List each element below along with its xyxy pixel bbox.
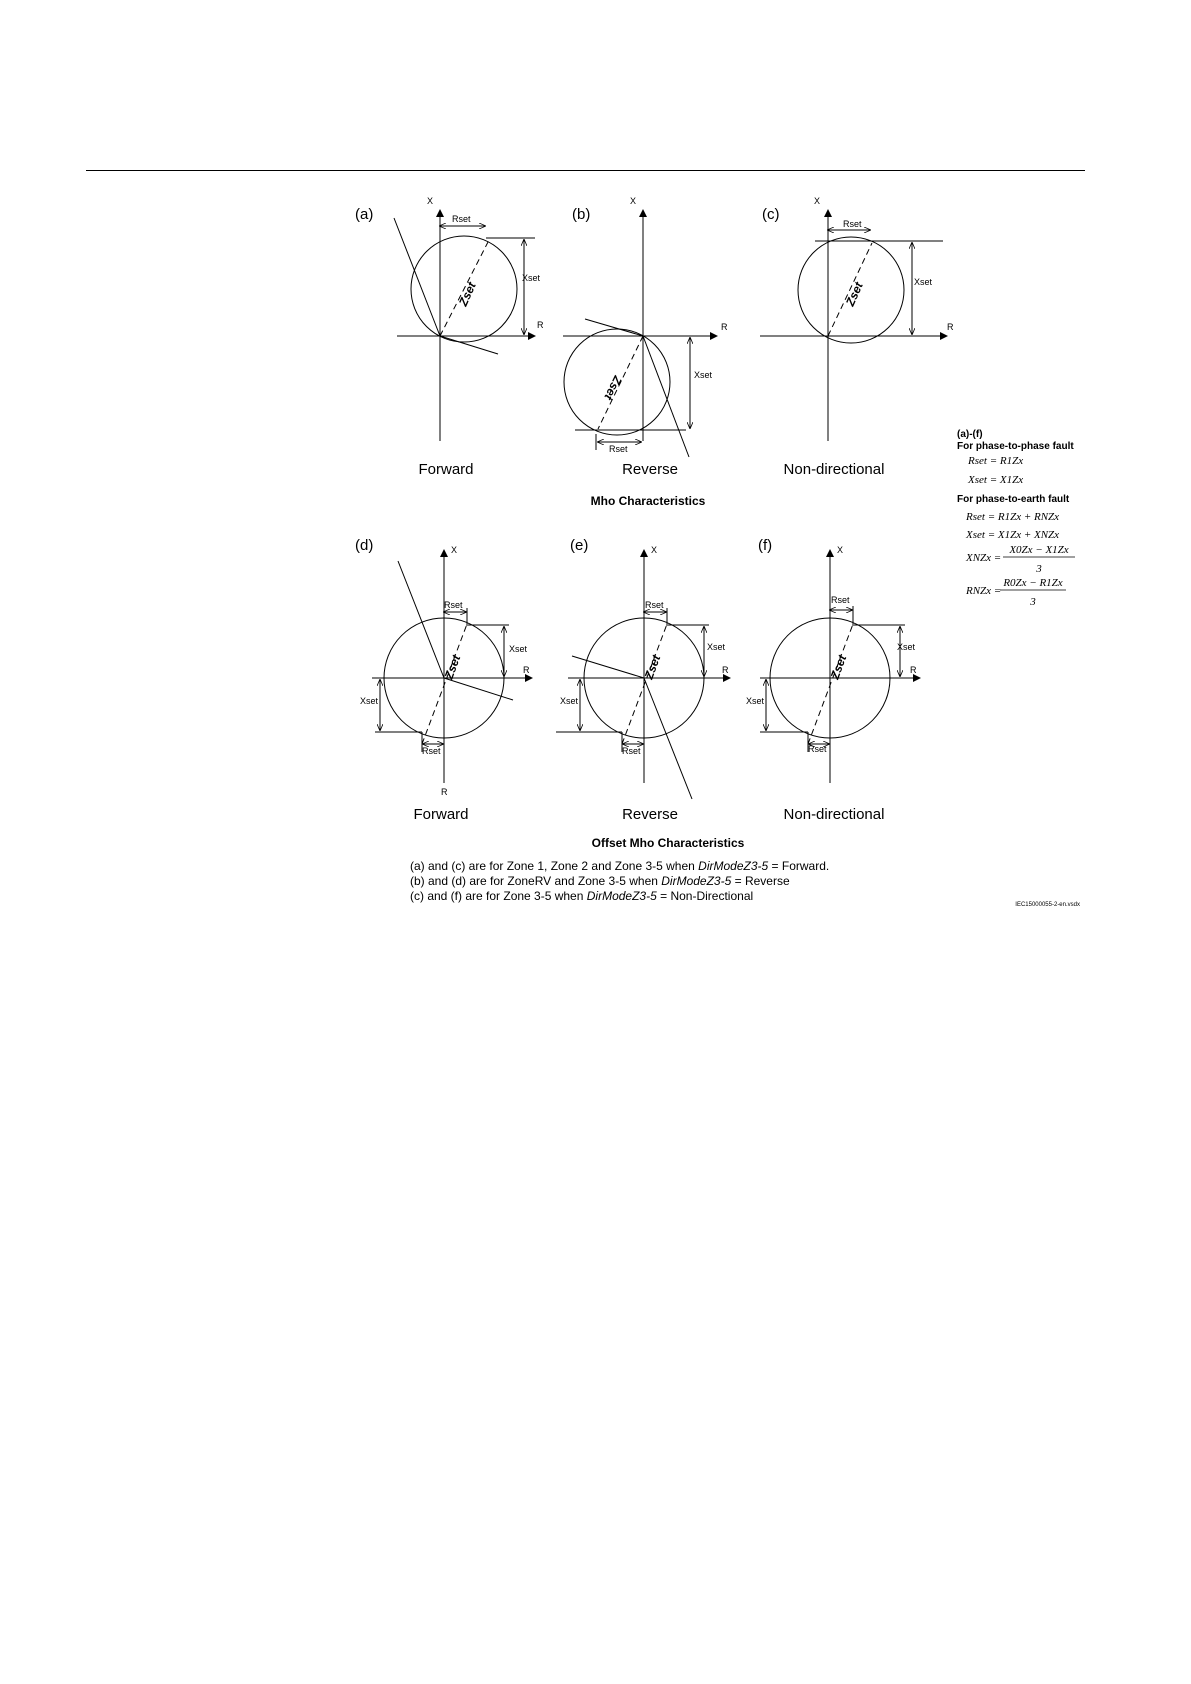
rset-label-c: Rset	[843, 219, 862, 229]
xset-label-bottom-d: Xset	[360, 696, 379, 706]
mode-label-c: Non-directional	[783, 461, 885, 478]
formula-rnz-den: 3	[1030, 596, 1036, 608]
xset-label-bottom-e: Xset	[560, 696, 579, 706]
directional-line-b2	[643, 336, 689, 457]
formula-rnz-lhs: RNZx =	[966, 585, 1002, 597]
directional-line-b	[585, 319, 643, 336]
r-axis-label-d: R	[523, 665, 530, 675]
mode-label-a: Forward	[418, 461, 474, 478]
panel-label-e: (e)	[570, 537, 589, 554]
r-axis-bottom-label-d: R	[441, 787, 448, 797]
directional-line-e2	[644, 678, 692, 799]
directional-line-e	[572, 656, 644, 678]
panel-label-b: (b)	[572, 206, 591, 223]
note-2-text: (b) and (d) are for ZoneRV and Zone 3-5 when	[410, 874, 662, 888]
x-axis-label-b: X	[630, 196, 637, 206]
xset-label-a: Xset	[522, 273, 541, 283]
formula-rnz-num: R0Zx − R1Zx	[1003, 577, 1063, 589]
rset-label-bottom-d: Rset	[422, 746, 441, 756]
xset-label-top-d: Xset	[509, 644, 528, 654]
zset-label-c: Zset	[842, 279, 866, 309]
r-axis-label-a: R	[537, 320, 544, 330]
formula-xnz-den: 3	[1036, 563, 1042, 575]
note-1-mode: DirModeZ3-5	[698, 859, 769, 873]
rset-label-a: Rset	[452, 214, 471, 224]
note-1-value: = Forward.	[768, 859, 830, 873]
panel-label-f: (f)	[758, 537, 773, 554]
directional-line-a	[394, 218, 440, 336]
formula-xnz-num: X0Zx − X1Zx	[1009, 544, 1069, 556]
mode-label-d: Forward	[413, 806, 469, 823]
r-axis-label-f: R	[910, 665, 917, 675]
panel-label-d: (d)	[355, 537, 374, 554]
note-2-mode: DirModeZ3-5	[661, 874, 732, 888]
note-1-text: (a) and (c) are for Zone 1, Zone 2 and Zone 3-5 when	[410, 859, 699, 873]
zset-label-f: Zset	[827, 653, 850, 682]
r-axis-label-c: R	[947, 322, 954, 332]
formula-pp-xset: Xset = X1Zx	[968, 474, 1024, 486]
panel-label-a: (a)	[355, 206, 374, 223]
mode-label-f: Non-directional	[783, 806, 885, 823]
zset-label-d: Zset	[441, 653, 464, 682]
note-2	[410, 874, 790, 888]
formula-pe-xset: Xset = X1Zx + XNZx	[966, 529, 1060, 541]
rset-label-bottom-f: Rset	[808, 744, 827, 754]
labels	[355, 196, 1080, 908]
note-3-mode: DirModeZ3-5	[586, 889, 657, 903]
mode-label-b: Reverse	[622, 461, 678, 478]
xset-label-bottom-f: Xset	[746, 696, 765, 706]
formula-pp-title: For phase-to-phase fault	[957, 441, 1074, 452]
x-axis-label-e: X	[651, 545, 658, 555]
note-2-value: = Reverse	[731, 874, 790, 888]
xset-label-top-f: Xset	[897, 642, 916, 652]
r-axis-label-b: R	[721, 322, 728, 332]
x-axis-label-d: X	[451, 545, 458, 555]
note-1	[410, 859, 829, 873]
x-axis-label-a: X	[427, 196, 434, 206]
heading-offset-mho: Offset Mho Characteristics	[591, 836, 745, 850]
zset-label-e: Zset	[641, 653, 664, 682]
rset-label-top-f: Rset	[831, 595, 850, 605]
note-3-text: (c) and (f) are for Zone 3-5 when	[410, 889, 587, 903]
rset-label-top-d: Rset	[444, 600, 463, 610]
formula-pp-rset: Rset = R1Zx	[968, 455, 1024, 467]
mode-label-e: Reverse	[622, 806, 678, 823]
note-3-value: = Non-Directional	[656, 889, 754, 903]
xset-label-c: Xset	[914, 277, 933, 287]
rset-label-top-e: Rset	[645, 600, 664, 610]
x-axis-label-c: X	[814, 196, 821, 206]
diagram-c-nondir	[760, 210, 947, 441]
directional-line-a2	[440, 336, 498, 354]
x-axis-label-f: X	[837, 545, 844, 555]
heading-mho: Mho Characteristics	[590, 494, 706, 508]
rset-label-bottom-e: Rset	[622, 746, 641, 756]
formula-xnz-lhs: XNZx =	[966, 552, 1002, 564]
xset-label-b: Xset	[694, 370, 713, 380]
file-id: IEC15000055-2-en.vsdx	[1015, 902, 1080, 908]
formula-range: (a)-(f)	[957, 429, 983, 440]
panel-label-c: (c)	[762, 206, 780, 223]
zset-label-a: Zset	[455, 279, 479, 309]
xset-label-top-e: Xset	[707, 642, 726, 652]
diagram-b-reverse	[563, 210, 717, 457]
note-3	[410, 889, 753, 903]
diagram-a-forward	[394, 210, 535, 441]
r-axis-label-e: R	[722, 665, 729, 675]
formula-pe-title: For phase-to-earth fault	[957, 494, 1070, 505]
directional-line-d	[398, 561, 444, 678]
formula-pe-rset: Rset = R1Zx + RNZx	[966, 511, 1060, 523]
rset-label-b: Rset	[609, 444, 628, 454]
zset-label-b: Zset	[601, 373, 625, 403]
